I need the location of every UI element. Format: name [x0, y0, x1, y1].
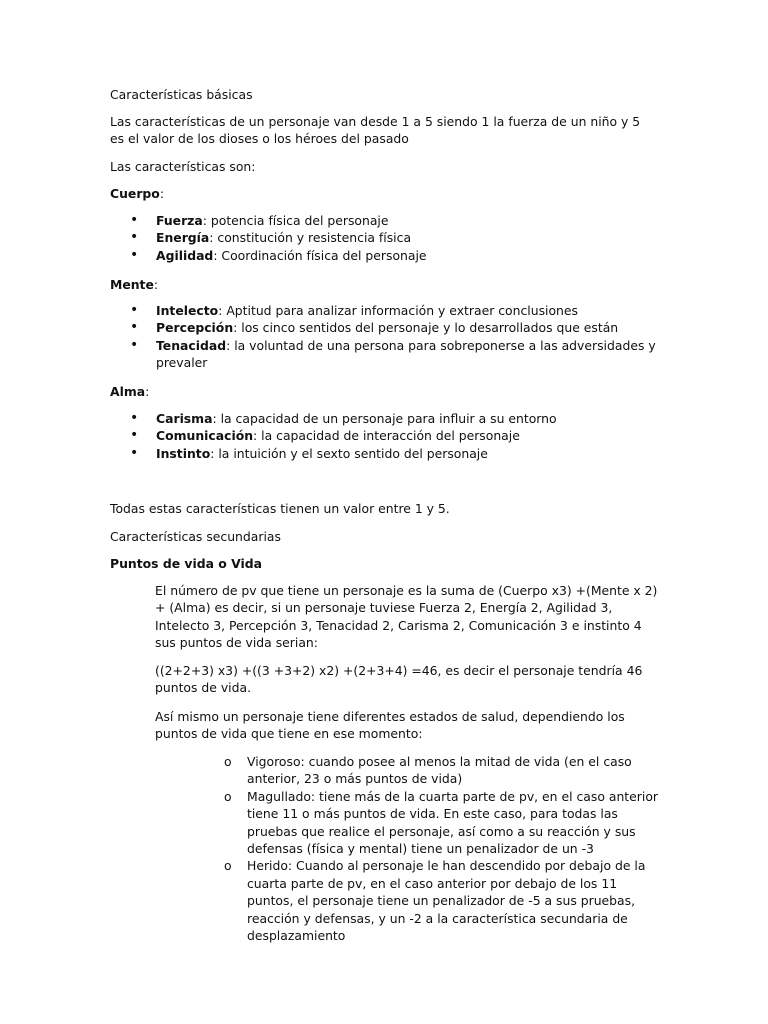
paragraph-life-points-formula: El número de pv que tiene un personaje es la suma de (Cuerpo x3) +(Mente x 2) + (Alma) es decir, si un personaje tuviese Fuerza 2, Energía 2, Agilidad 3, Intelecto 3, Percepción 3, Tenacidad 2, Carisma 2, Comunicación 3 e instinto 4 sus puntos de vida serian: — [155, 583, 658, 651]
list-health-states — [222, 753, 662, 944]
circle-bullet-icon: o — [224, 858, 232, 874]
paragraph-health-states: Así mismo un personaje tiene diferentes estados de salud, dependiendo los puntos de vida que tiene en ese momento: — [155, 709, 625, 742]
list-alma — [110, 410, 658, 462]
list-item: • Percepción: los cinco sentidos del personaje y lo desarrollados que están — [130, 319, 619, 336]
bullet-icon: • — [130, 336, 139, 353]
bullet-icon: • — [130, 302, 139, 318]
bullet-icon: • — [130, 319, 139, 336]
list-item: • Fuerza: potencia física del personaje — [130, 212, 389, 228]
list-cuerpo — [110, 212, 658, 264]
list-item: o Herido: Cuando al personaje le han descendido por debajo de la cuarta parte de pv, en el caso anterior por debajo de los 11 puntos, el personaje tiene un penalizador de -5 a sus pruebas, reacción y defensas, y un -2 a la característica secundaria de desplazamiento — [224, 858, 646, 944]
list-item: • Intelecto: Aptitud para analizar información y extraer conclusiones — [130, 302, 578, 318]
list-item: • Energía: constitución y resistencia física — [130, 229, 412, 246]
circle-bullet-icon: o — [224, 788, 232, 804]
bullet-icon: • — [130, 229, 139, 246]
paragraph-intro: Las características de un personaje van desde 1 a 5 siendo 1 la fuerza de un niño y 5 es el valor de los dioses o los héroes del pasado — [110, 114, 641, 147]
paragraph-characteristics-are: Las características son: — [110, 159, 256, 174]
bullet-icon: • — [130, 410, 139, 426]
heading-life-points: Puntos de vida o Vida — [110, 556, 262, 571]
bullet-icon: • — [130, 427, 139, 444]
bullet-icon: • — [130, 212, 139, 228]
group-title-cuerpo: Cuerpo: — [110, 186, 164, 201]
circle-bullet-icon: o — [224, 754, 232, 769]
heading-secondary-characteristics: Características secundarias — [110, 529, 281, 544]
heading-basic-characteristics: Características básicas — [110, 87, 253, 102]
group-title-mente: Mente: — [110, 277, 159, 292]
paragraph-life-points-example: ((2+2+3) x3) +((3 +3+2) x2) +(2+3+4) =46, es decir el personaje tendría 46 puntos de vida. — [155, 663, 643, 696]
bullet-icon: • — [130, 246, 139, 263]
paragraph-value-range: Todas estas características tienen un valor entre 1 y 5. — [110, 501, 450, 516]
group-title-alma: Alma: — [110, 384, 150, 399]
bullet-icon: • — [130, 444, 139, 461]
list-item: • Instinto: la intuición y el sexto sentido del personaje — [130, 444, 488, 461]
list-item: o Magullado: tiene más de la cuarta parte de pv, en el caso anterior tiene 11 o más puntos de vida. En este caso, para todas las pruebas que realice el personaje, así como a su reacción y sus defensas (física y mental) tiene un penalizador de un -3 — [224, 788, 658, 857]
list-item: o Vigoroso: cuando posee al menos la mitad de vida (en el caso anterior, 23 o más puntos de vida) — [224, 754, 632, 787]
list-mente — [110, 302, 658, 372]
list-item: • Comunicación: la capacidad de interacción del personaje — [130, 427, 520, 444]
list-item: • Carisma: la capacidad de un personaje para influir a su entorno — [130, 410, 557, 426]
list-item: • Tenacidad: la voluntad de una persona para sobreponerse a las adversidades y prevaler — [130, 336, 656, 371]
list-item: • Agilidad: Coordinación física del personaje — [130, 246, 427, 263]
